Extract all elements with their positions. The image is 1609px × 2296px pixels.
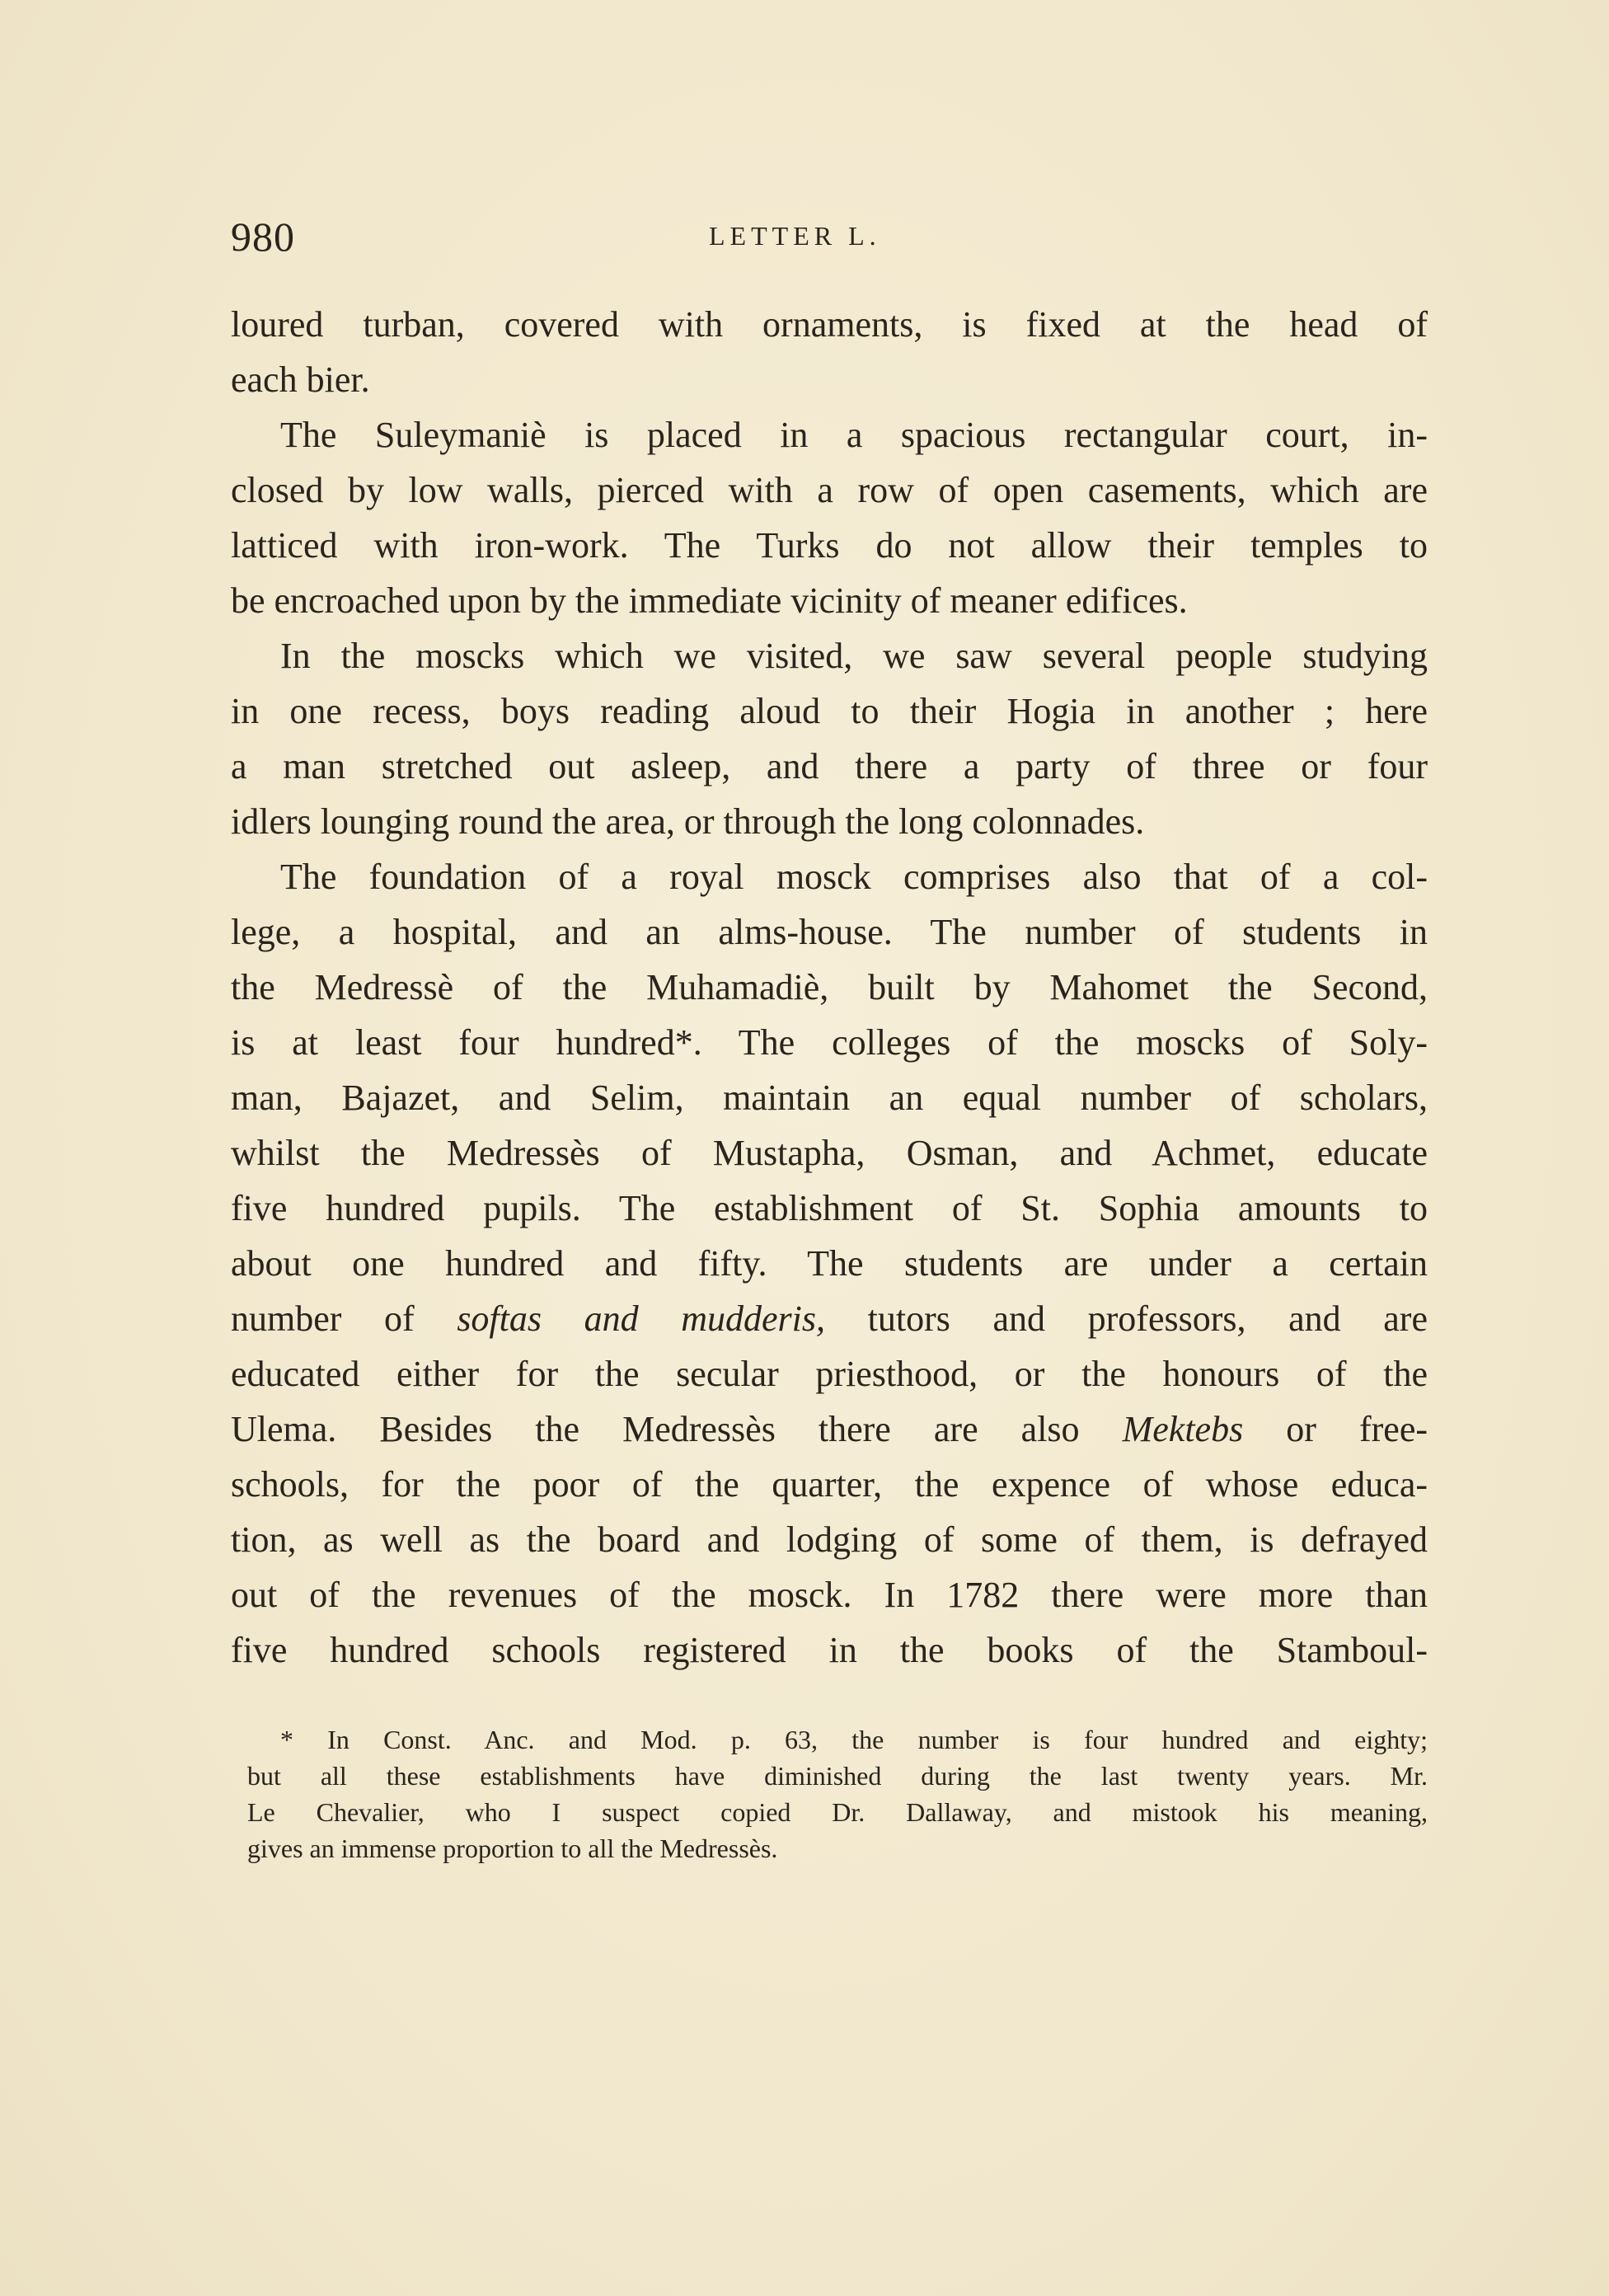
text-line (231, 1291, 1428, 1346)
text-line: five hundred schools registered in the books of the Stamboul- (231, 1630, 1428, 1670)
footnote-line: but all these establishments have diminished during the last twenty years. Mr. (247, 1761, 1428, 1791)
page-number: 980 (231, 214, 295, 260)
text-line: tion, as well as the board and lodging of some of them, is defrayed (231, 1519, 1428, 1560)
text-line: the Medressè of the Muhamadiè, built by Mahomet the Second, (231, 967, 1428, 1007)
text-line: loured turban, covered with ornaments, is fixed at the head of (231, 304, 1428, 345)
text-line: In the moscks which we visited, we saw several people studying (280, 636, 1428, 676)
text-segment: tutors and professors, and are (825, 1298, 1428, 1339)
text-line (231, 1402, 1428, 1457)
text-line: about one hundred and fifty. The students are under a certain (231, 1243, 1428, 1284)
text-line: schools, for the poor of the quarter, the expence of whose educa- (231, 1464, 1428, 1505)
text-line: The foundation of a royal mosck comprises also that of a col- (280, 857, 1428, 897)
text-line: educated either for the secular priesthood, or the honours of the (231, 1354, 1428, 1394)
page-header (231, 213, 1426, 262)
text-line: man, Bajazet, and Selim, maintain an equal number of scholars, (231, 1078, 1428, 1118)
footnote (247, 1721, 1428, 1866)
footnote-line: Le Chevalier, who I suspect copied Dr. Dallaway, and mistook his meaning, (247, 1797, 1428, 1827)
text-line: closed by low walls, pierced with a row of open casements, which are (231, 470, 1428, 510)
text-segment: Ulema. Besides the Medressès there are also (231, 1409, 1123, 1449)
running-head: LETTER L. (709, 221, 881, 251)
italic-term: Mektebs (1122, 1409, 1244, 1449)
text-line: lege, a hospital, and an alms-house. The number of students in (231, 912, 1428, 952)
text-line: out of the revenues of the mosck. In 1782 there were more than (231, 1575, 1428, 1615)
text-line: is at least four hundred*. The colleges of the moscks of Soly- (231, 1022, 1428, 1063)
text-segment: number of (231, 1298, 457, 1339)
footnote-line: * In Const. Anc. and Mod. p. 63, the number is four hundred and eighty; (280, 1725, 1428, 1754)
text-line: The Suleymaniè is placed in a spacious rectangular court, in- (280, 415, 1428, 455)
text-line: five hundred pupils. The establishment of St. Sophia amounts to (231, 1188, 1428, 1228)
text-line: in one recess, boys reading aloud to their Hogia in another ; here (231, 691, 1428, 731)
text-line: latticed with iron-work. The Turks do not allow their temples to (231, 525, 1428, 566)
text-line: be encroached upon by the immediate vicinity of meaner edifices. (231, 580, 1188, 621)
footnote-line: gives an immense proportion to all the Medressès. (247, 1834, 778, 1863)
text-segment: or free- (1243, 1409, 1428, 1449)
text-line: each bier. (231, 359, 370, 400)
text-line: a man stretched out asleep, and there a party of three or four (231, 746, 1428, 786)
text-line: whilst the Medressès of Mustapha, Osman, and Achmet, educate (231, 1133, 1428, 1173)
body-text (231, 297, 1428, 1678)
text-line: idlers lounging round the area, or through the long colonnades. (231, 801, 1145, 842)
italic-term: softas and mudderis, (457, 1298, 826, 1339)
